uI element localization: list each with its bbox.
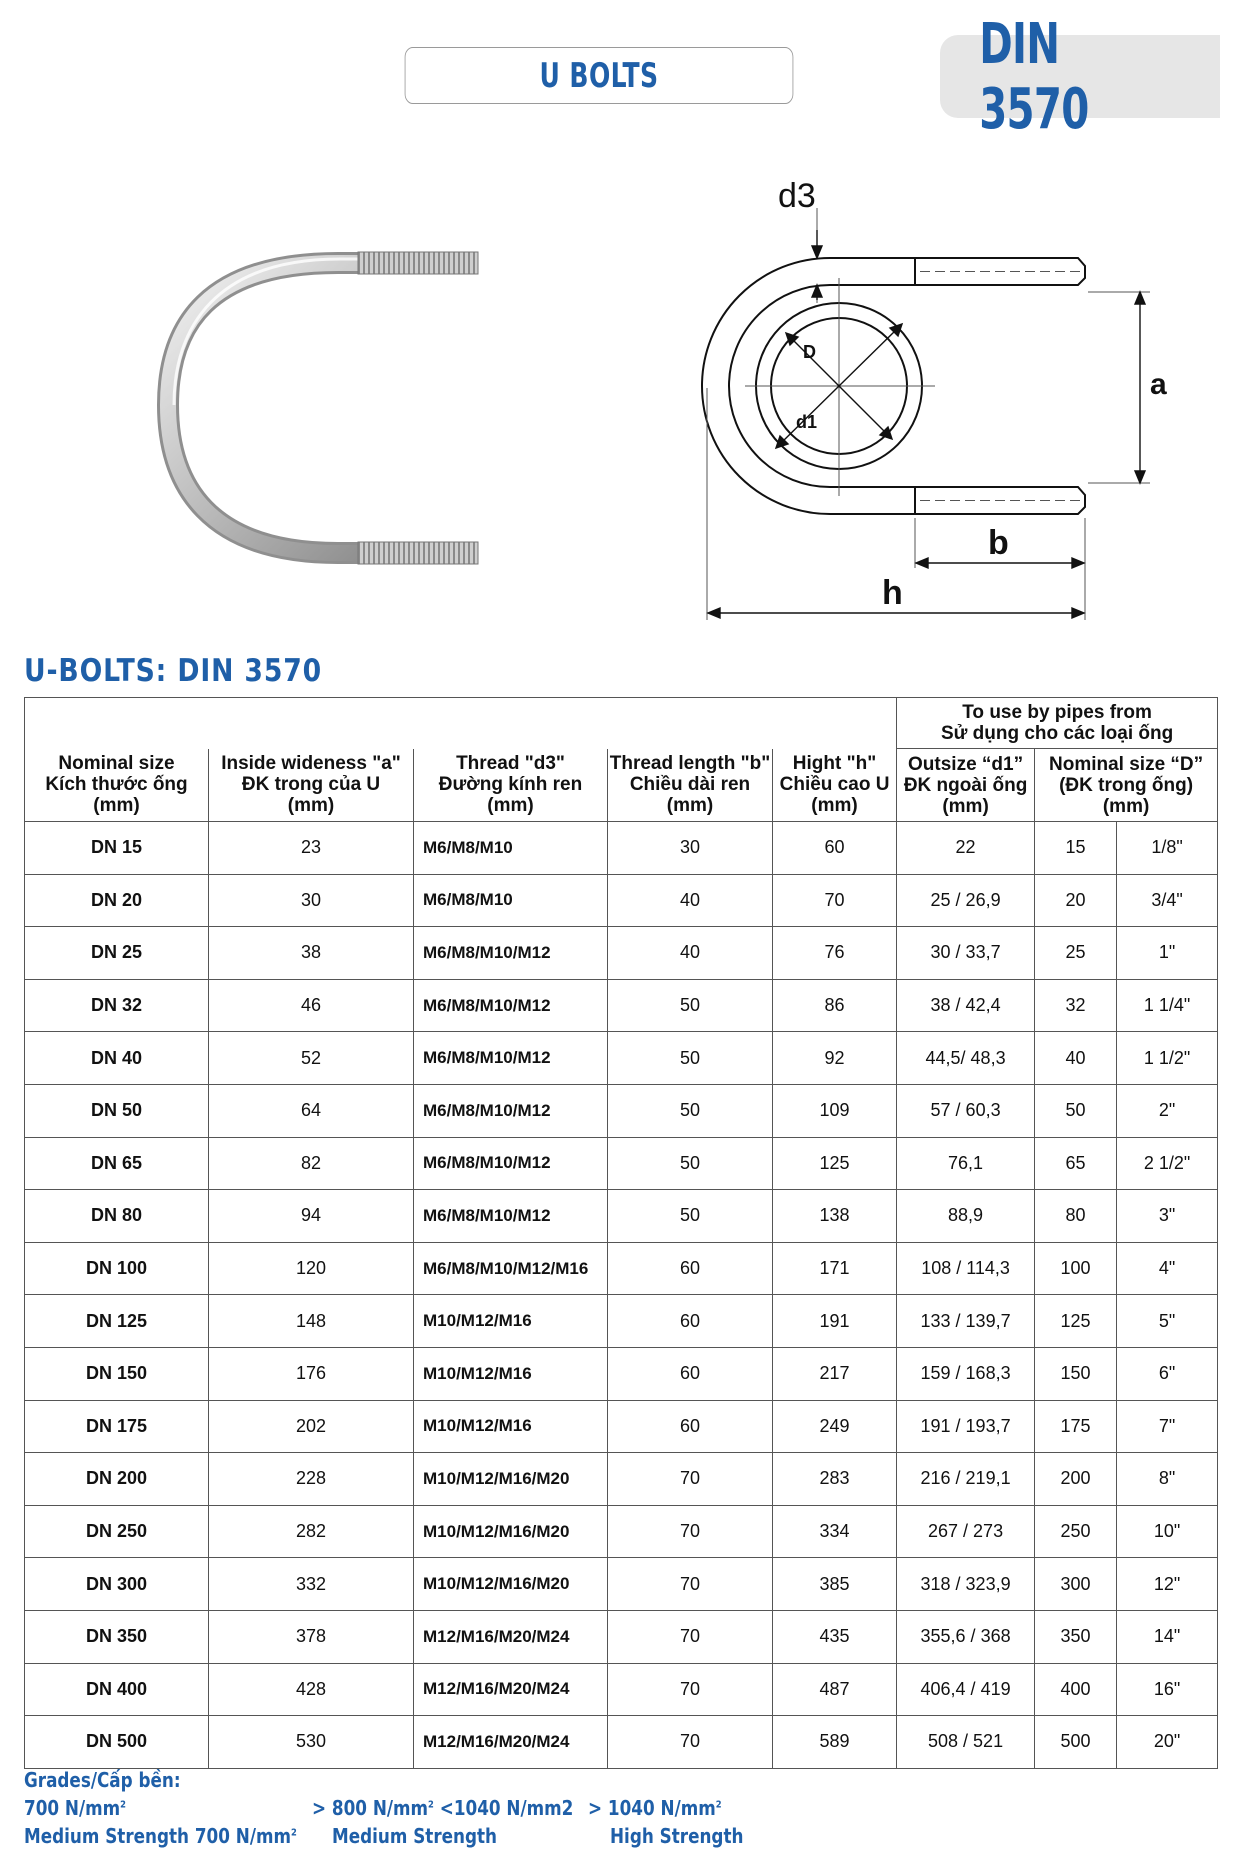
grade-700-value: 700 N/mm <box>24 1796 121 1820</box>
cell-inside-wideness: 64 <box>209 1084 414 1137</box>
cell-thread: M10/M12/M16 <box>414 1347 608 1400</box>
col-header-height <box>773 749 897 822</box>
cell-pipe-dn: 50 <box>1035 1084 1117 1137</box>
cell-height: 109 <box>773 1084 897 1137</box>
table-row <box>25 1190 1218 1243</box>
cell-pipe-inch: 1 1/4" <box>1117 979 1218 1032</box>
table-header-row <box>25 749 1218 822</box>
cell-thread: M6/M8/M10/M12 <box>414 1032 608 1085</box>
cell-pipe-inch: 1/8" <box>1117 822 1218 875</box>
cell-thread-length: 70 <box>608 1716 773 1769</box>
col-header-en: Hight "h" <box>792 753 877 775</box>
table-group-header <box>897 698 1218 749</box>
cell-outsize: 44,5/ 48,3 <box>897 1032 1035 1085</box>
cell-inside-wideness: 378 <box>209 1610 414 1663</box>
col-header-en: Thread "d3" <box>456 753 565 775</box>
cell-pipe-dn: 400 <box>1035 1663 1117 1716</box>
superscript: 2 <box>715 1799 722 1811</box>
col-header-en: Inside wideness "a" <box>221 753 401 775</box>
cell-thread: M12/M16/M20/M24 <box>414 1716 608 1769</box>
col-header-vi: Kích thước ống <box>45 774 188 796</box>
col-header-vi: ĐK ngoài ống <box>903 774 1028 796</box>
cell-thread-length: 60 <box>608 1242 773 1295</box>
page-title-box <box>405 47 794 104</box>
col-header-nominal-size <box>25 749 209 822</box>
cell-inside-wideness: 46 <box>209 979 414 1032</box>
cell-pipe-dn: 150 <box>1035 1347 1117 1400</box>
page-title: U BOLTS <box>539 55 659 96</box>
cell-nominal-size: DN 350 <box>25 1610 209 1663</box>
cell-height: 125 <box>773 1137 897 1190</box>
table-row <box>25 1716 1218 1769</box>
cell-nominal-size: DN 32 <box>25 979 209 1032</box>
cell-outsize: 191 / 193,7 <box>897 1400 1035 1453</box>
cell-thread-length: 70 <box>608 1453 773 1506</box>
cell-thread: M10/M12/M16/M20 <box>414 1453 608 1506</box>
cell-thread-length: 40 <box>608 927 773 980</box>
a-label: a <box>1150 368 1167 401</box>
cell-pipe-inch: 6" <box>1117 1347 1218 1400</box>
cell-thread: M6/M8/M10/M12 <box>414 927 608 980</box>
d3-label: d3 <box>778 177 816 215</box>
table-row <box>25 1505 1218 1558</box>
cell-height: 138 <box>773 1190 897 1243</box>
col-header-unit: (mm) <box>287 795 335 817</box>
cell-pipe-inch: 1" <box>1117 927 1218 980</box>
cell-thread: M6/M8/M10/M12 <box>414 1190 608 1243</box>
cell-thread-length: 70 <box>608 1610 773 1663</box>
grade-1040-value: > 1040 N/mm <box>588 1796 716 1820</box>
grades-section <box>24 1768 1224 1863</box>
col-header-vi: (ĐK trong ống) <box>1059 774 1194 796</box>
table-row <box>25 979 1218 1032</box>
grades-title: Grades/Cấp bền: <box>24 1768 181 1792</box>
cell-pipe-inch: 1 1/2" <box>1117 1032 1218 1085</box>
table-row <box>25 1242 1218 1295</box>
cell-inside-wideness: 82 <box>209 1137 414 1190</box>
cell-pipe-dn: 500 <box>1035 1716 1117 1769</box>
col-header-unit: (mm) <box>1102 795 1150 817</box>
cell-nominal-size: DN 65 <box>25 1137 209 1190</box>
cell-thread: M12/M16/M20/M24 <box>414 1663 608 1716</box>
superscript: 2 <box>120 1799 126 1811</box>
cell-height: 76 <box>773 927 897 980</box>
table-row <box>25 1453 1218 1506</box>
table-row <box>25 874 1218 927</box>
col-header-vi: Chiều cao U <box>779 774 890 796</box>
cell-thread-length: 50 <box>608 1137 773 1190</box>
cell-nominal-size: DN 175 <box>25 1400 209 1453</box>
cell-height: 589 <box>773 1716 897 1769</box>
table-header-blank <box>25 698 897 749</box>
col-header-pipe-nominal-size <box>1035 749 1218 822</box>
cell-outsize: 57 / 60,3 <box>897 1084 1035 1137</box>
table-row <box>25 1137 1218 1190</box>
col-header-en: Nominal size <box>58 753 175 775</box>
cell-inside-wideness: 23 <box>209 822 414 875</box>
cell-pipe-dn: 350 <box>1035 1610 1117 1663</box>
cell-pipe-inch: 12" <box>1117 1558 1218 1611</box>
cell-pipe-dn: 125 <box>1035 1295 1117 1348</box>
cell-thread-length: 50 <box>608 1032 773 1085</box>
cell-thread-length: 50 <box>608 1084 773 1137</box>
cell-thread: M6/M8/M10/M12 <box>414 979 608 1032</box>
col-header-en: Thread length "b" <box>609 753 771 775</box>
cell-outsize: 76,1 <box>897 1137 1035 1190</box>
cell-pipe-dn: 100 <box>1035 1242 1117 1295</box>
cell-thread: M6/M8/M10/M12/M16 <box>414 1242 608 1295</box>
group-header-en: To use by pipes from <box>962 702 1152 723</box>
grade-1040 <box>588 1796 722 1820</box>
cell-thread: M6/M8/M10 <box>414 822 608 875</box>
cell-pipe-dn: 65 <box>1035 1137 1117 1190</box>
col-header-unit: (mm) <box>93 795 140 817</box>
cell-thread-length: 30 <box>608 822 773 875</box>
spec-table-body <box>25 822 1218 1769</box>
cell-thread-length: 60 <box>608 1347 773 1400</box>
table-row <box>25 1084 1218 1137</box>
cell-outsize: 22 <box>897 822 1035 875</box>
cell-outsize: 318 / 323,9 <box>897 1558 1035 1611</box>
cell-pipe-dn: 25 <box>1035 927 1117 980</box>
cell-nominal-size: DN 15 <box>25 822 209 875</box>
table-row <box>25 1032 1218 1085</box>
cell-outsize: 406,4 / 419 <box>897 1663 1035 1716</box>
cell-pipe-inch: 8" <box>1117 1453 1218 1506</box>
cell-nominal-size: DN 400 <box>25 1663 209 1716</box>
col-header-en: Nominal size “D” <box>1049 753 1204 775</box>
cell-pipe-dn: 80 <box>1035 1190 1117 1243</box>
cell-height: 249 <box>773 1400 897 1453</box>
cell-pipe-inch: 4" <box>1117 1242 1218 1295</box>
d1-label: d1 <box>796 412 818 432</box>
col-header-en: Outsize “d1” <box>908 753 1024 775</box>
cell-thread-length: 60 <box>608 1295 773 1348</box>
cell-height: 487 <box>773 1663 897 1716</box>
cell-pipe-inch: 2" <box>1117 1084 1218 1137</box>
cell-thread-length: 70 <box>608 1505 773 1558</box>
cell-outsize: 267 / 273 <box>897 1505 1035 1558</box>
cell-nominal-size: DN 80 <box>25 1190 209 1243</box>
cell-pipe-inch: 14" <box>1117 1610 1218 1663</box>
table-row <box>25 1663 1218 1716</box>
group-header-vi: Sử dụng cho các loại ống <box>940 723 1174 744</box>
table-row <box>25 1558 1218 1611</box>
cell-thread: M6/M8/M10/M12 <box>414 1137 608 1190</box>
cell-outsize: 38 / 42,4 <box>897 979 1035 1032</box>
cell-nominal-size: DN 500 <box>25 1716 209 1769</box>
cell-inside-wideness: 148 <box>209 1295 414 1348</box>
cell-outsize: 216 / 219,1 <box>897 1453 1035 1506</box>
grade-800-value: > 800 N/mm <box>312 1796 429 1820</box>
cell-inside-wideness: 228 <box>209 1453 414 1506</box>
cell-height: 92 <box>773 1032 897 1085</box>
cell-pipe-inch: 16" <box>1117 1663 1218 1716</box>
table-row <box>25 1295 1218 1348</box>
cell-height: 70 <box>773 874 897 927</box>
cell-thread: M6/M8/M10/M12 <box>414 1084 608 1137</box>
grade-700-desc <box>24 1824 297 1848</box>
spec-table <box>24 697 1218 1769</box>
cell-inside-wideness: 120 <box>209 1242 414 1295</box>
cell-height: 217 <box>773 1347 897 1400</box>
cell-height: 171 <box>773 1242 897 1295</box>
h-label: h <box>882 574 903 612</box>
cell-inside-wideness: 530 <box>209 1716 414 1769</box>
standard-label: DIN 3570 <box>979 11 1089 142</box>
cell-inside-wideness: 94 <box>209 1190 414 1243</box>
cell-outsize: 159 / 168,3 <box>897 1347 1035 1400</box>
cell-pipe-dn: 40 <box>1035 1032 1117 1085</box>
cell-inside-wideness: 176 <box>209 1347 414 1400</box>
cell-thread: M10/M12/M16 <box>414 1295 608 1348</box>
superscript: 2 <box>290 1827 297 1839</box>
cell-inside-wideness: 202 <box>209 1400 414 1453</box>
cell-thread: M10/M12/M16 <box>414 1400 608 1453</box>
cell-nominal-size: DN 20 <box>25 874 209 927</box>
cell-pipe-dn: 32 <box>1035 979 1117 1032</box>
col-header-thread-length <box>608 749 773 822</box>
cell-height: 283 <box>773 1453 897 1506</box>
grade-800-desc: Medium Strength <box>332 1824 498 1848</box>
cell-nominal-size: DN 100 <box>25 1242 209 1295</box>
cell-pipe-dn: 200 <box>1035 1453 1117 1506</box>
cell-thread-length: 70 <box>608 1558 773 1611</box>
cell-pipe-dn: 20 <box>1035 874 1117 927</box>
cell-thread-length: 70 <box>608 1663 773 1716</box>
col-header-unit: (mm) <box>487 795 534 817</box>
cell-outsize: 30 / 33,7 <box>897 927 1035 980</box>
cell-nominal-size: DN 150 <box>25 1347 209 1400</box>
col-header-unit: (mm) <box>666 795 714 817</box>
cell-nominal-size: DN 200 <box>25 1453 209 1506</box>
grade-800-upper: <1040 N/mm2 <box>433 1796 574 1820</box>
col-header-vi: ĐK trong của U <box>241 774 381 796</box>
cell-thread: M10/M12/M16/M20 <box>414 1558 608 1611</box>
cell-inside-wideness: 52 <box>209 1032 414 1085</box>
table-row <box>25 1400 1218 1453</box>
cell-pipe-dn: 250 <box>1035 1505 1117 1558</box>
cell-inside-wideness: 332 <box>209 1558 414 1611</box>
cell-outsize: 108 / 114,3 <box>897 1242 1035 1295</box>
cell-inside-wideness: 30 <box>209 874 414 927</box>
cell-height: 334 <box>773 1505 897 1558</box>
cell-nominal-size: DN 125 <box>25 1295 209 1348</box>
cell-height: 191 <box>773 1295 897 1348</box>
col-header-outsize <box>897 749 1035 822</box>
cell-outsize: 355,6 / 368 <box>897 1610 1035 1663</box>
cell-thread-length: 50 <box>608 979 773 1032</box>
cell-thread: M6/M8/M10 <box>414 874 608 927</box>
table-row <box>25 1610 1218 1663</box>
cell-outsize: 25 / 26,9 <box>897 874 1035 927</box>
table-row <box>25 822 1218 875</box>
grade-1040-desc: High Strength <box>610 1824 744 1848</box>
b-label: b <box>988 524 1009 562</box>
cell-pipe-inch: 2 1/2" <box>1117 1137 1218 1190</box>
grade-800 <box>312 1796 573 1820</box>
section-title: U-BOLTS: DIN 3570 <box>24 653 323 689</box>
cell-inside-wideness: 428 <box>209 1663 414 1716</box>
cell-outsize: 508 / 521 <box>897 1716 1035 1769</box>
cell-inside-wideness: 282 <box>209 1505 414 1558</box>
cell-pipe-inch: 3/4" <box>1117 874 1218 927</box>
cell-outsize: 133 / 139,7 <box>897 1295 1035 1348</box>
cell-nominal-size: DN 25 <box>25 927 209 980</box>
grade-700-desc-text: Medium Strength 700 N/mm <box>24 1824 291 1848</box>
u-bolt-photo <box>128 235 528 580</box>
cell-thread-length: 60 <box>608 1400 773 1453</box>
grade-700 <box>24 1796 126 1820</box>
cell-height: 385 <box>773 1558 897 1611</box>
cell-thread: M10/M12/M16/M20 <box>414 1505 608 1558</box>
cell-pipe-dn: 175 <box>1035 1400 1117 1453</box>
cell-height: 60 <box>773 822 897 875</box>
superscript: 2 <box>428 1799 434 1811</box>
col-header-vi: Đường kính ren <box>438 774 583 796</box>
cell-pipe-dn: 300 <box>1035 1558 1117 1611</box>
cell-pipe-inch: 10" <box>1117 1505 1218 1558</box>
cell-pipe-inch: 7" <box>1117 1400 1218 1453</box>
cell-pipe-dn: 15 <box>1035 822 1117 875</box>
cell-pipe-inch: 20" <box>1117 1716 1218 1769</box>
cell-outsize: 88,9 <box>897 1190 1035 1243</box>
table-group-header-row <box>25 698 1218 749</box>
cell-pipe-inch: 3" <box>1117 1190 1218 1243</box>
cell-nominal-size: DN 40 <box>25 1032 209 1085</box>
col-header-vi: Chiều dài ren <box>629 774 751 796</box>
cell-height: 86 <box>773 979 897 1032</box>
col-header-unit: (mm) <box>942 795 989 817</box>
cell-nominal-size: DN 250 <box>25 1505 209 1558</box>
cell-thread-length: 50 <box>608 1190 773 1243</box>
col-header-unit: (mm) <box>811 795 858 817</box>
standard-tab <box>940 11 1220 142</box>
table-row <box>25 927 1218 980</box>
col-header-inside-wideness <box>209 749 414 822</box>
cell-pipe-inch: 5" <box>1117 1295 1218 1348</box>
cell-thread: M12/M16/M20/M24 <box>414 1610 608 1663</box>
cell-nominal-size: DN 300 <box>25 1558 209 1611</box>
u-bolt-diagram <box>670 168 1200 628</box>
col-header-thread <box>414 749 608 822</box>
table-row <box>25 1347 1218 1400</box>
cell-inside-wideness: 38 <box>209 927 414 980</box>
D-label: D <box>803 342 816 362</box>
cell-thread-length: 40 <box>608 874 773 927</box>
cell-height: 435 <box>773 1610 897 1663</box>
cell-nominal-size: DN 50 <box>25 1084 209 1137</box>
